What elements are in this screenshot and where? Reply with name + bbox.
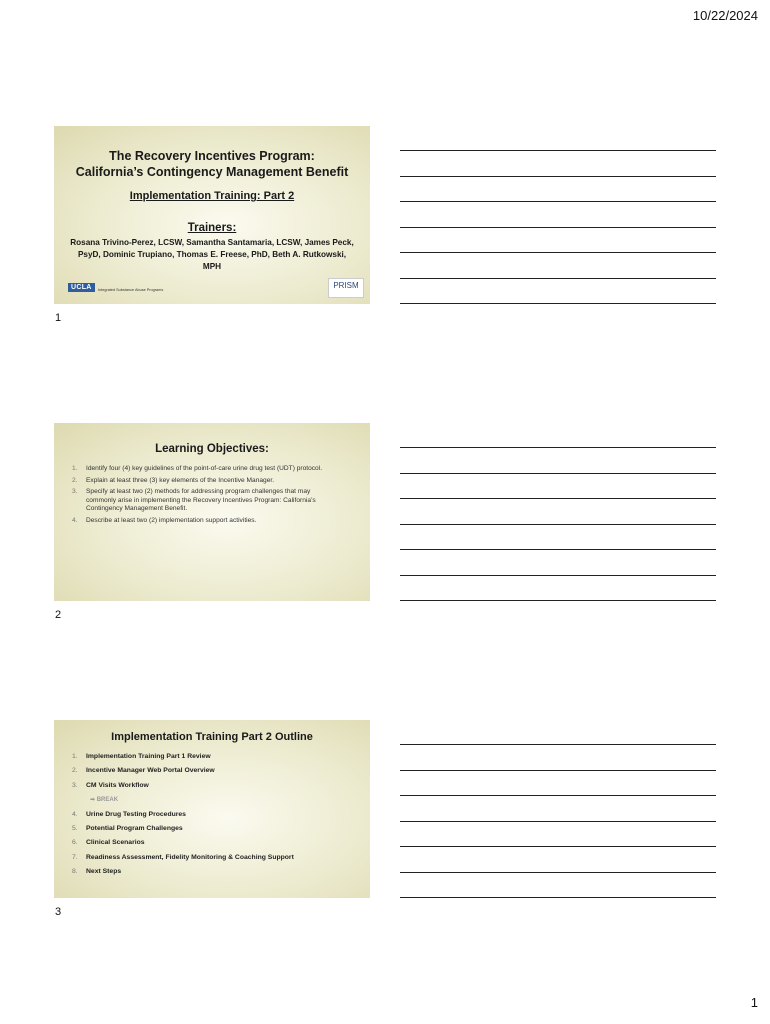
list-item: 1. Implementation Training Part 1 Review [72, 753, 211, 760]
list-item: 4. Describe at least two (2) implementation support activities. [72, 516, 257, 524]
slide-3-thumbnail [54, 720, 370, 898]
slide-1-number: 1 [55, 312, 62, 324]
ucla-logo: UCLA [68, 283, 95, 292]
slide-1-trainers: Rosana Trivino-Perez, LCSW, Samantha Santamaria, LCSW, James Peck, PsyD, Dominic Trupiano, Thomas E. Freese, PhD, Beth A. Rutkowski, MPH [70, 238, 354, 271]
list-item-break: ➡ BREAK [90, 797, 119, 804]
prism-logo: PRISM [328, 278, 364, 298]
list-item: 8. Next Steps [72, 868, 122, 876]
slide-1-subtitle: Implementation Training: Part 2 [129, 190, 295, 202]
learning-objectives-list [72, 465, 340, 529]
slide-1-thumbnail [54, 126, 370, 304]
slide-3-title: Implementation Training Part 2 Outline [111, 731, 313, 743]
list-item: 5. Potential Program Challenges [72, 825, 183, 833]
slide-2-number: 2 [55, 609, 62, 621]
slide-2-thumbnail [54, 423, 370, 601]
list-item: 1. Identify four (4) key guidelines of the point-of-care urine drug test (UDT) protocol. [72, 465, 323, 472]
slide-2-title: Learning Objectives: [155, 443, 269, 455]
list-item: 3. Specify at least two (2) methods for addressing program challenges that may commonly arise in implementing the Recovery Incentives Program: California’s Contingency Management Benefit. [72, 488, 316, 513]
slide-3-number: 3 [55, 906, 62, 918]
outline-list [72, 750, 360, 880]
slide-1-trainers-heading: Trainers: [187, 222, 237, 234]
notes-lines-1 [400, 150, 716, 329]
list-item: 6. Clinical Scenarios [72, 839, 145, 847]
list-item: 3. CM Visits Workflow [72, 781, 149, 789]
list-item: 7. Readiness Assessment, Fidelity Monitoring & Coaching Support [72, 853, 294, 861]
list-item: 2. Incentive Manager Web Portal Overview [72, 767, 215, 775]
arrow-icon: ➡ [90, 797, 97, 804]
slide-1-title: The Recovery Incentives Program: California’s Contingency Management Benefit [75, 149, 349, 179]
notes-lines-3 [400, 744, 716, 923]
ucla-logo-text: Integrated Substance Abuse Programs [98, 287, 164, 292]
list-item: 2. Explain at least three (3) key elements of the Incentive Manager. [72, 476, 275, 484]
page-number: 1 [750, 995, 758, 1010]
print-date: 10/22/2024 [692, 8, 758, 23]
list-item: 4. Urine Drug Testing Procedures [72, 810, 186, 818]
notes-lines-2 [400, 447, 716, 626]
